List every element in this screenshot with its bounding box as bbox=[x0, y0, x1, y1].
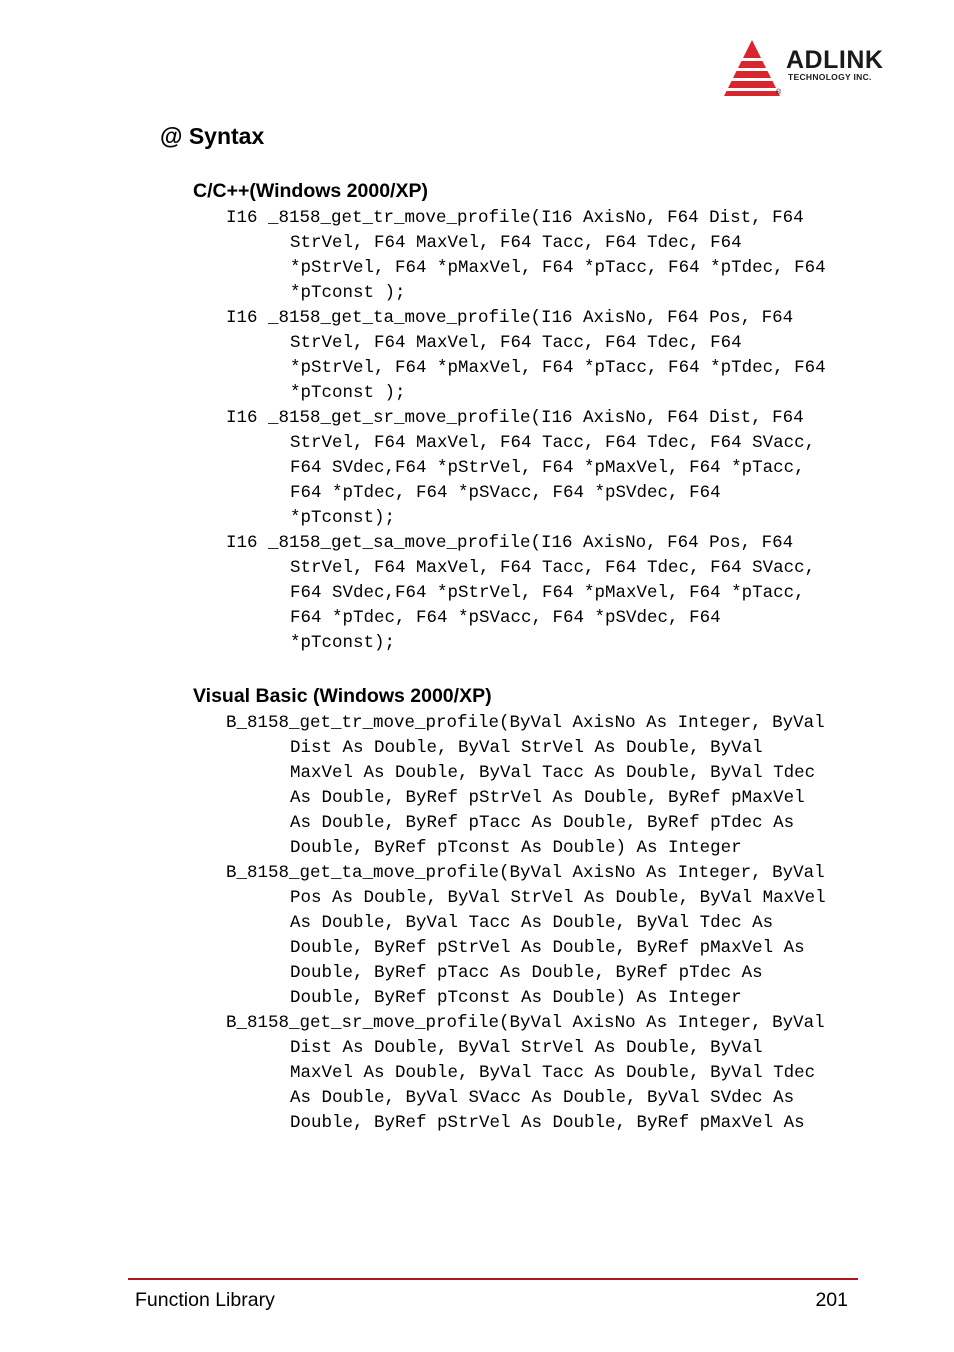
footer-divider bbox=[128, 1278, 858, 1280]
brand-name: ADLINK bbox=[786, 46, 884, 74]
registered-mark: ® bbox=[776, 89, 782, 96]
vb-code-block bbox=[226, 711, 836, 1136]
code-line: I16 _8158_get_sa_move_profile(I16 AxisNo, F64 Pos, F64 StrVel, F64 MaxVel, F64 Tacc, F64 Tdec, F64 SVacc, F64 SVdec,F64 *pStrVel, F64 *pMaxVel, F64 *pTacc, F64 *pTdec, F64 *pSVacc, F64 *pSVdec, F64 *pTconst); bbox=[226, 533, 816, 653]
adlink-logo bbox=[722, 38, 912, 100]
section-title: @ Syntax bbox=[160, 123, 265, 149]
code-line: I16 _8158_get_sr_move_profile(I16 AxisNo, F64 Dist, F64 StrVel, F64 MaxVel, F64 Tacc, F64 Tdec, F64 SVacc, F64 SVdec,F64 *pStrVel, F64 *pMaxVel, F64 *pTacc, F64 *pTdec, F64 *pSVacc, F64 *pSVdec, F64 *pTconst); bbox=[226, 408, 816, 528]
page-number: 201 bbox=[815, 1289, 848, 1311]
code-line: B_8158_get_tr_move_profile(ByVal AxisNo As Integer, ByVal Dist As Double, ByVal StrVel As Double, ByVal MaxVel As Double, ByVal Tacc As Double, ByVal Tdec As Double, ByRef pStrVel As Double, ByRef pMaxVel As Double, ByRef pTacc As Double, ByRef pTdec As Double, ByRef pTconst As Double) As Integer bbox=[226, 713, 825, 858]
code-line: B_8158_get_ta_move_profile(ByVal AxisNo As Integer, ByVal Pos As Double, ByVal StrVel As Double, ByVal MaxVel As Double, ByVal Tacc As Double, ByVal Tdec As Double, ByRef pStrVel As Double, ByRef pMaxVel As Double, ByRef pTacc As Double, ByRef pTdec As Double, ByRef pTconst As Double) As Integer bbox=[226, 863, 826, 1008]
vb-heading: Visual Basic (Windows 2000/XP) bbox=[193, 685, 492, 707]
code-line: I16 _8158_get_ta_move_profile(I16 AxisNo, F64 Pos, F64 StrVel, F64 MaxVel, F64 Tacc, F64 Tdec, F64 *pStrVel, F64 *pMaxVel, F64 *pTacc, F64 *pTdec, F64 *pTconst ); bbox=[226, 308, 826, 403]
footer-chapter-title: Function Library bbox=[135, 1289, 275, 1311]
c-cpp-heading: C/C++(Windows 2000/XP) bbox=[193, 180, 428, 202]
adlink-triangle-icon bbox=[722, 38, 782, 100]
brand-subtitle: TECHNOLOGY INC. bbox=[788, 72, 872, 82]
c-cpp-code-block bbox=[226, 206, 836, 656]
code-line: I16 _8158_get_tr_move_profile(I16 AxisNo, F64 Dist, F64 StrVel, F64 MaxVel, F64 Tacc, F64 Tdec, F64 *pStrVel, F64 *pMaxVel, F64 *pTacc, F64 *pTdec, F64 *pTconst ); bbox=[226, 208, 826, 303]
code-line: B_8158_get_sr_move_profile(ByVal AxisNo As Integer, ByVal Dist As Double, ByVal StrVel As Double, ByVal MaxVel As Double, ByVal Tacc As Double, ByVal Tdec As Double, ByVal SVacc As Double, ByVal SVdec As Double, ByRef pStrVel As Double, ByRef pMaxVel As bbox=[226, 1013, 825, 1133]
